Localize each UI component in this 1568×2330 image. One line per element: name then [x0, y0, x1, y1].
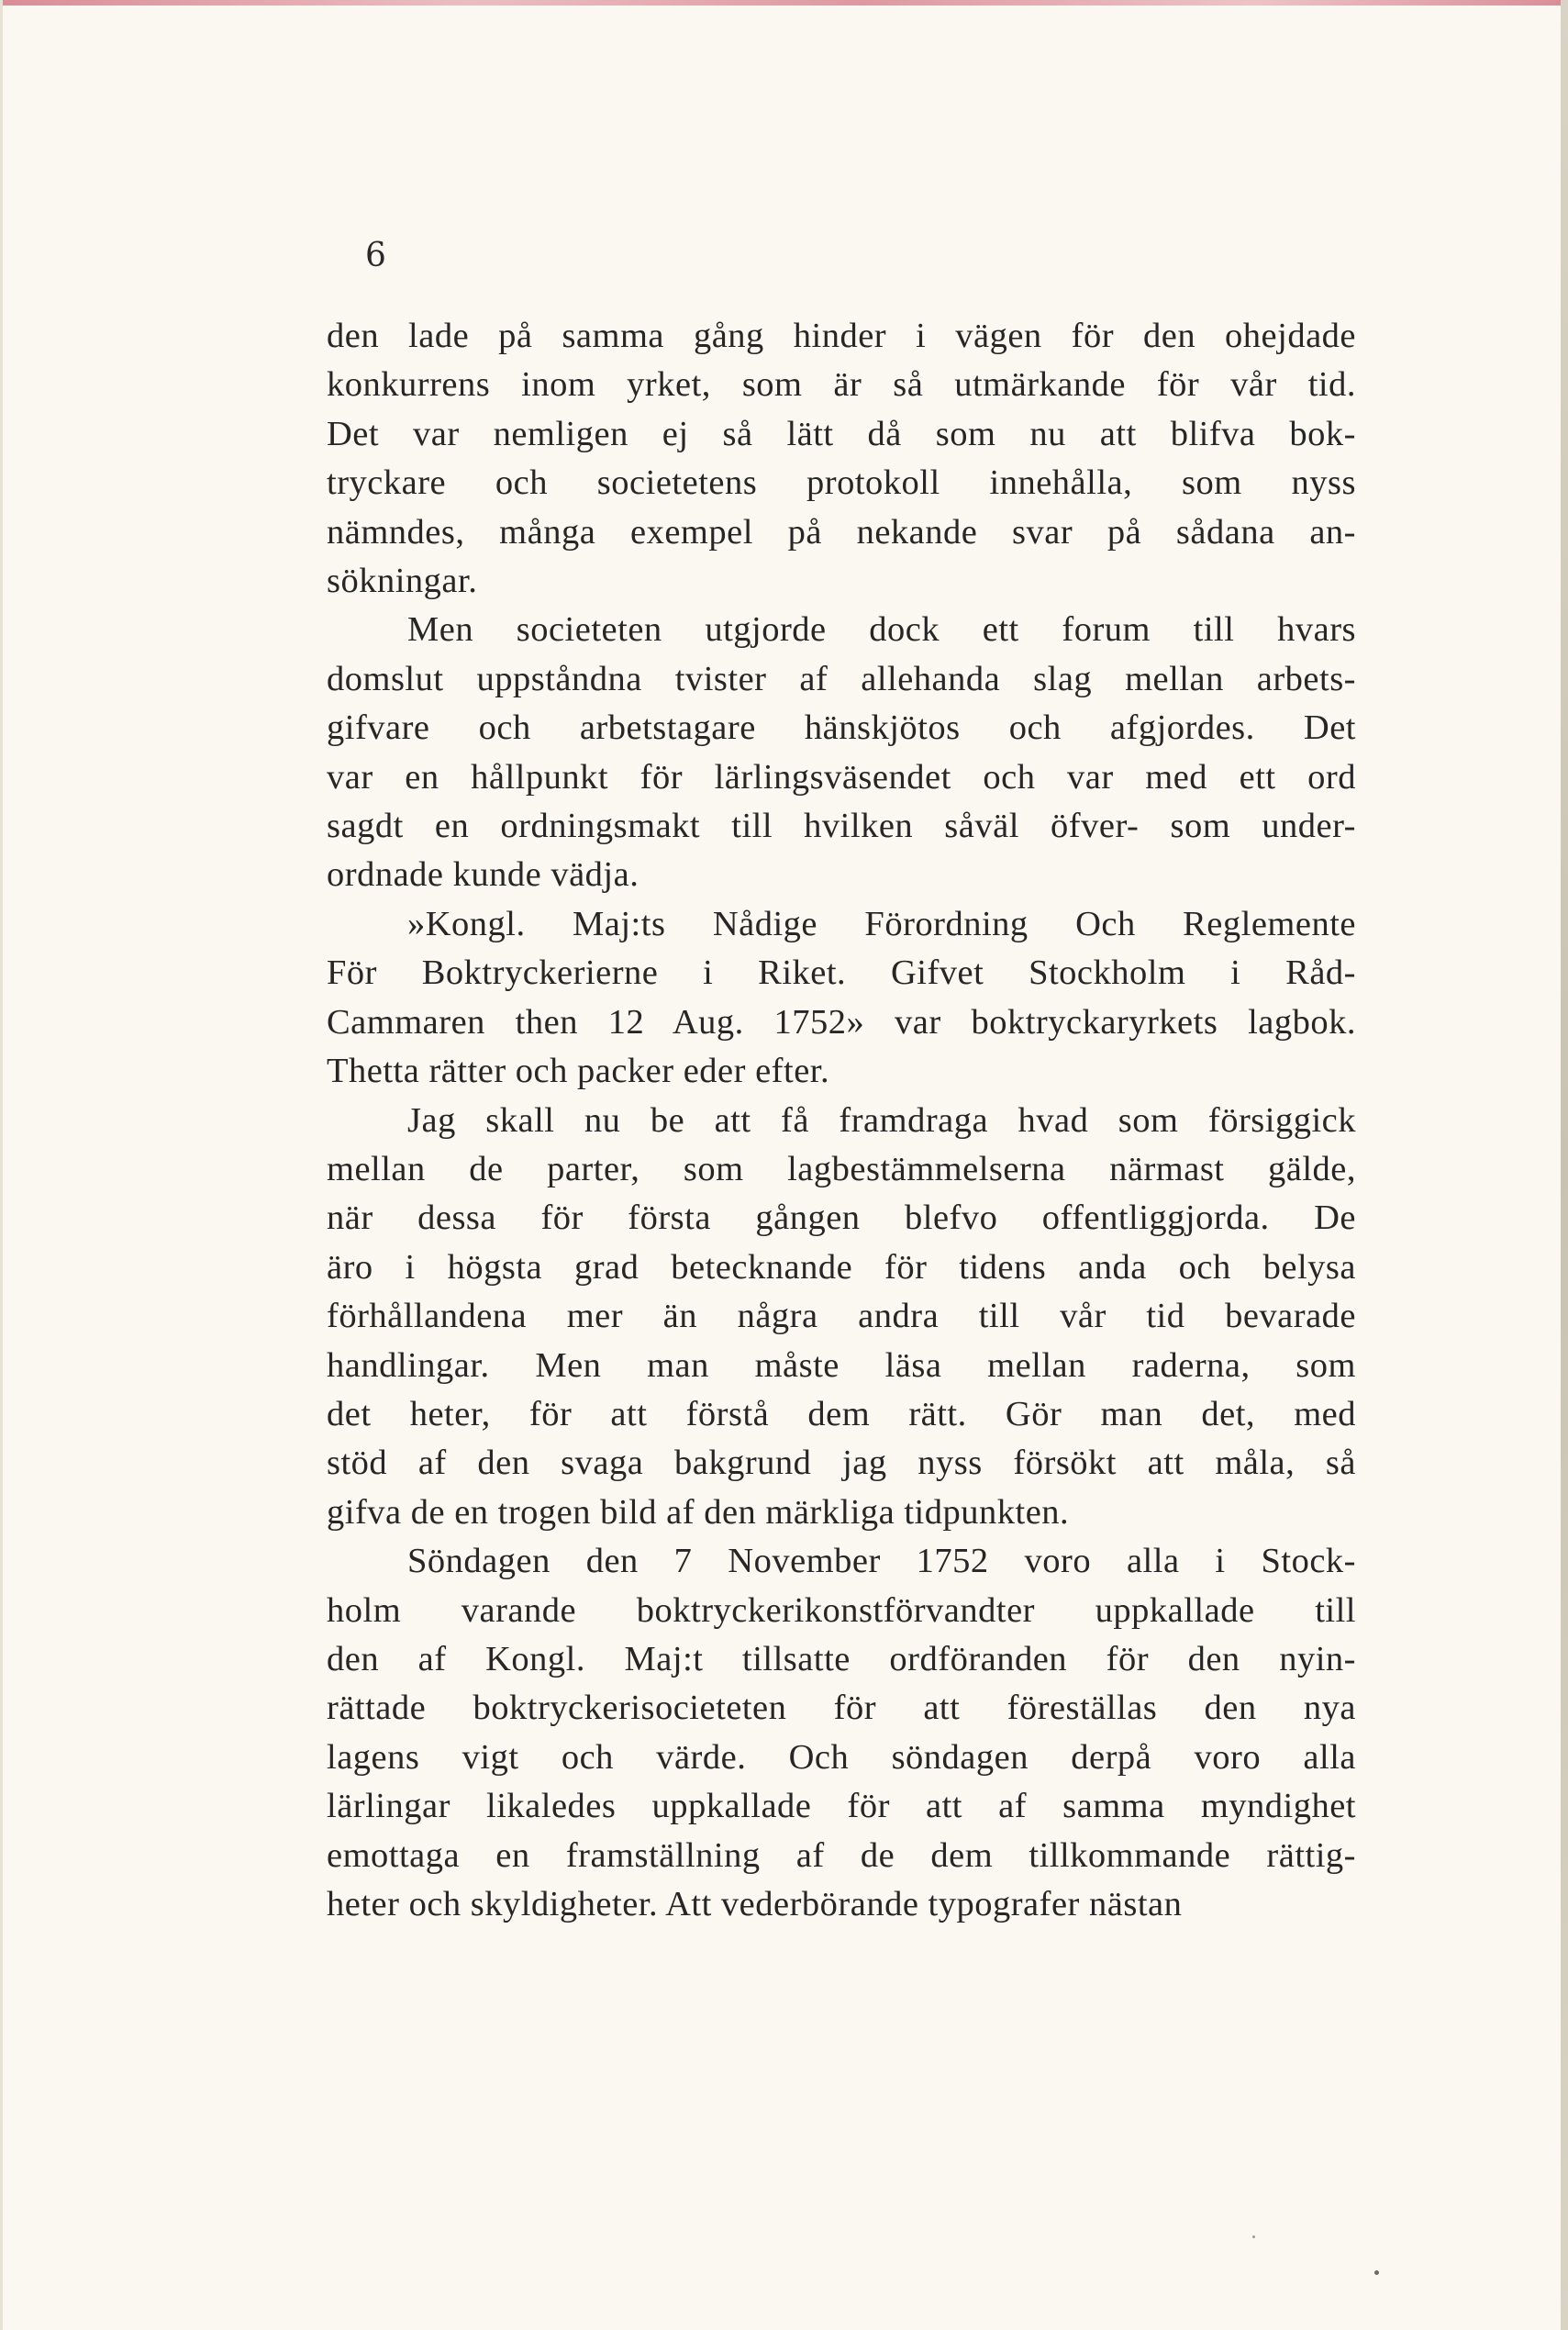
- text-line: rättade boktryckerisocieteten för att föreställas den nya: [327, 1689, 1356, 1728]
- text-line: heter och skyldigheter. Att vederbörande typografer nästan: [327, 1885, 1183, 1923]
- text-line: konkurrens inom yrket, som är så utmärkande för vår tid.: [327, 365, 1356, 405]
- paper-speck: [1374, 2270, 1379, 2275]
- text-line: Söndagen den 7 November 1752 voro alla i Stock-: [407, 1542, 1356, 1581]
- text-line: ordnade kunde vädja.: [327, 855, 639, 895]
- text-line: äro i högsta grad betecknande för tidens anda och belysa: [327, 1247, 1356, 1287]
- paragraph: [327, 606, 1356, 899]
- text-line: »Kongl. Maj:ts Nådige Förordning Och Reglemente: [407, 904, 1356, 943]
- text-line: den af Kongl. Maj:t tillsatte ordföranden för den nyin-: [327, 1639, 1356, 1678]
- text-line: Men societeten utgjorde dock ett forum till hvars: [407, 610, 1356, 650]
- text-line: tryckare och societetens protokoll innehålla, som nyss: [327, 463, 1356, 503]
- paragraph: [327, 1097, 1356, 1538]
- text-line: nämndes, många exempel på nekande svar på sådana an-: [327, 512, 1356, 552]
- text-line: Jag skall nu be att få framdraga hvad som försiggick: [407, 1100, 1356, 1140]
- text-line: sökningar.: [327, 562, 478, 601]
- text-line: För Boktryckerierne i Riket. Gifvet Stockholm i Råd-: [327, 953, 1356, 993]
- page-left-edge: [0, 0, 3, 2330]
- text-line: handlingar. Men man måste läsa mellan raderna, som: [327, 1345, 1356, 1385]
- text-line: var en hållpunkt för lärlingsväsendet och var med ett ord: [327, 757, 1356, 797]
- paragraph: [327, 1537, 1356, 1929]
- page-right-edge: [1561, 0, 1568, 2330]
- text-line: domslut uppståndna tvister af allehanda slag mellan arbets-: [327, 659, 1356, 698]
- text-line: när dessa för första gången blefvo offentliggjorda. De: [327, 1198, 1356, 1238]
- text-line: mellan de parter, som lagbestämmelserna närmast gälde,: [327, 1149, 1356, 1188]
- text-line: gifva de en trogen bild af den märkliga tidpunkten.: [327, 1492, 1070, 1532]
- text-line: lärlingar likaledes uppkallade för att af samma myndighet: [327, 1787, 1356, 1826]
- text-line: stöd af den svaga bakgrund jag nyss försökt att måla, så: [327, 1444, 1356, 1483]
- paper-speck: [1252, 2235, 1255, 2238]
- text-line: det heter, för att förstå dem rätt. Gör man det, med: [327, 1394, 1356, 1433]
- text-line: sagdt en ordningsmakt till hvilken såväl öfver- som under-: [327, 807, 1356, 846]
- text-line: holm varande boktryckerikonstförvandter uppkallade till: [327, 1590, 1356, 1630]
- body-text: [327, 312, 1356, 1929]
- page-number: 6: [365, 237, 386, 274]
- text-line: lagens vigt och värde. Och söndagen derpå voro alla: [327, 1737, 1356, 1777]
- paragraph: [327, 312, 1356, 606]
- text-line: Cammaren then 12 Aug. 1752» var boktryckaryrkets lagbok.: [327, 1002, 1356, 1042]
- text-line: Thetta rätter och packer eder efter.: [327, 1052, 830, 1091]
- text-line: emottaga en framställning af de dem tillkommande rättig-: [327, 1835, 1356, 1875]
- page-top-edge: [0, 0, 1568, 6]
- text-line: den lade på samma gång hinder i vägen för den ohejdade: [327, 317, 1356, 355]
- text-line: Det var nemligen ej så lätt då som nu att blifva bok-: [327, 414, 1356, 453]
- paragraph: [327, 900, 1356, 1097]
- text-line: gifvare och arbetstagare hänskjötos och afgjordes. Det: [327, 708, 1356, 748]
- text-line: förhållandena mer än några andra till vår tid bevarade: [327, 1297, 1356, 1336]
